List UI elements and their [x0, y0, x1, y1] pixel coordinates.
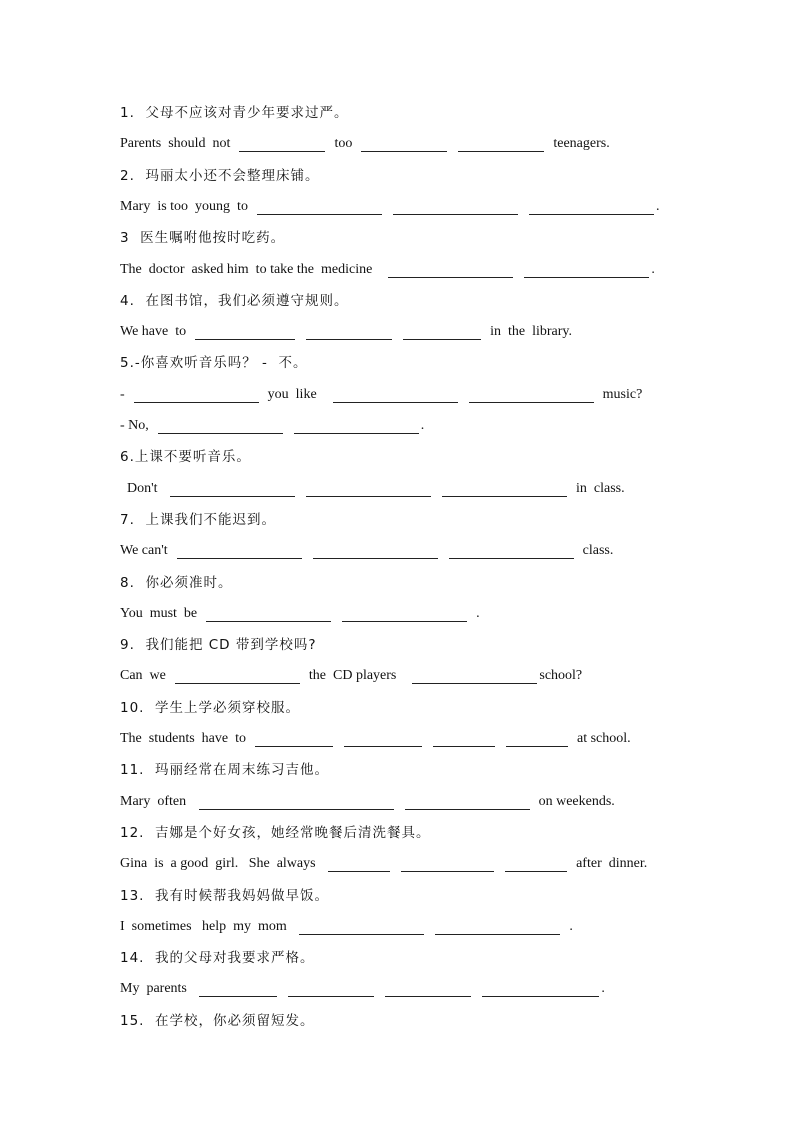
sentence-text: on weekends.: [531, 793, 615, 809]
sentence-text: The doctor asked him to take the medicine: [120, 261, 387, 277]
prompt-text: 13. 我有时候帮我妈妈做早饭。: [120, 887, 330, 904]
prompt-text: 4. 在图书馆，我们必须遵守规则。: [120, 292, 349, 309]
english-sentence: [120, 475, 754, 497]
answer-blank[interactable]: [388, 262, 513, 278]
sentence-text: I sometimes help my mom: [120, 918, 298, 934]
answer-blank[interactable]: [288, 981, 374, 997]
sentence-text: [285, 418, 292, 434]
chinese-prompt: [120, 631, 754, 653]
sentence-text: class.: [575, 543, 614, 559]
sentence-text: [497, 731, 504, 747]
sentence-text: Parents should not: [120, 136, 238, 152]
sentence-text: [392, 856, 399, 872]
chinese-prompt: [120, 224, 754, 246]
answer-blank[interactable]: [170, 481, 295, 497]
answer-blank[interactable]: [529, 199, 654, 215]
sentence-text: [473, 981, 480, 997]
answer-blank[interactable]: [195, 324, 295, 340]
answer-blank[interactable]: [313, 543, 438, 559]
chinese-prompt: [120, 756, 754, 778]
sentence-text: [515, 262, 522, 278]
sentence-text: Mary often: [120, 793, 197, 809]
answer-blank[interactable]: [294, 418, 419, 434]
sentence-text: [333, 606, 340, 622]
answer-blank[interactable]: [306, 481, 431, 497]
sentence-text: .: [562, 918, 573, 934]
answer-blank[interactable]: [255, 731, 333, 747]
prompt-text: 1. 父母不应该对青少年要求过严。: [120, 105, 349, 121]
chinese-prompt: [120, 569, 754, 591]
answer-blank[interactable]: [199, 794, 394, 810]
sentence-text: too: [327, 136, 360, 152]
prompt-text: 3 医生嘱咐他按时吃药。: [120, 230, 286, 247]
answer-blank[interactable]: [134, 387, 259, 403]
answer-blank[interactable]: [433, 731, 495, 747]
prompt-text: 2. 玛丽太小还不会整理床铺。: [120, 167, 320, 184]
english-sentence: [120, 381, 754, 403]
english-sentence: [120, 913, 754, 935]
answer-blank[interactable]: [412, 668, 537, 684]
chinese-prompt: [120, 99, 754, 121]
sentence-text: [460, 387, 467, 403]
sentence-text: [279, 981, 286, 997]
english-sentence: [120, 975, 754, 997]
chinese-prompt: [120, 506, 754, 528]
sentence-text: [433, 481, 440, 497]
answer-blank[interactable]: [449, 543, 574, 559]
answer-blank[interactable]: [158, 418, 283, 434]
sentence-text: teenagers.: [546, 136, 610, 152]
sentence-text: .: [469, 605, 480, 621]
english-sentence: [120, 788, 754, 810]
answer-blank[interactable]: [458, 136, 544, 152]
sentence-text: school?: [539, 668, 583, 684]
prompt-text: 11. 玛丽经常在周末练习吉他。: [120, 762, 330, 779]
answer-blank[interactable]: [344, 731, 422, 747]
chinese-prompt: [120, 882, 754, 904]
sentence-text: the CD players: [301, 668, 411, 684]
sentence-text: in the library.: [483, 324, 573, 340]
sentence-text: in class.: [569, 480, 625, 496]
english-sentence: [120, 537, 754, 559]
answer-blank[interactable]: [177, 543, 302, 559]
sentence-text: [376, 981, 383, 997]
chinese-prompt: [120, 162, 754, 184]
sentence-text: You must be: [120, 605, 205, 621]
answer-blank[interactable]: [403, 324, 481, 340]
sentence-text: Gina is a good girl. She always: [120, 856, 327, 872]
answer-blank[interactable]: [306, 324, 392, 340]
answer-blank[interactable]: [257, 199, 382, 215]
answer-blank[interactable]: [328, 856, 390, 872]
answer-blank[interactable]: [506, 731, 568, 747]
sentence-text: [394, 324, 401, 340]
answer-blank[interactable]: [239, 136, 325, 152]
prompt-text: 9. 我们能把 CD 带到学校吗?: [120, 637, 317, 654]
chinese-prompt: [120, 819, 754, 841]
sentence-text: - No,: [120, 418, 156, 433]
sentence-text: [496, 856, 503, 872]
sentence-text: .: [601, 981, 605, 997]
prompt-text: 7. 上课我们不能迟到。: [120, 511, 276, 528]
english-sentence: [120, 850, 754, 872]
sentence-text: Don't: [120, 480, 169, 496]
prompt-text: 8. 你必须准时。: [120, 574, 233, 591]
answer-blank[interactable]: [435, 919, 560, 935]
answer-blank[interactable]: [482, 981, 599, 997]
chinese-prompt: [120, 694, 754, 716]
answer-blank[interactable]: [505, 856, 567, 872]
sentence-text: at school.: [569, 731, 631, 746]
sentence-text: you like: [260, 386, 331, 402]
answer-blank[interactable]: [469, 387, 594, 403]
answer-blank[interactable]: [199, 981, 277, 997]
english-sentence: [120, 193, 754, 215]
prompt-text: 14. 我的父母对我要求严格。: [120, 950, 315, 967]
sentence-text: Mary is too young to: [120, 198, 255, 214]
sentence-text: after dinner.: [569, 856, 648, 872]
answer-blank[interactable]: [393, 199, 518, 215]
sentence-text: The students have to: [120, 731, 253, 746]
chinese-prompt: [120, 1007, 754, 1029]
answer-blank[interactable]: [175, 668, 300, 684]
chinese-prompt: [120, 443, 754, 465]
sentence-text: .: [651, 261, 655, 277]
answer-blank[interactable]: [405, 794, 530, 810]
sentence-text: [396, 794, 403, 810]
answer-blank[interactable]: [385, 981, 471, 997]
answer-blank[interactable]: [333, 387, 458, 403]
prompt-text: 5.-你喜欢听音乐吗？ - 不。: [120, 355, 308, 372]
sentence-text: [384, 199, 391, 215]
sentence-text: music?: [595, 386, 643, 402]
sentence-text: [440, 543, 447, 559]
sentence-text: -: [120, 386, 132, 402]
answer-blank[interactable]: [342, 606, 467, 622]
sentence-text: .: [655, 198, 660, 214]
english-sentence: [120, 600, 754, 622]
english-sentence: [120, 662, 754, 684]
sentence-text: [304, 543, 311, 559]
sentence-text: My parents: [120, 981, 198, 997]
sentence-text: [424, 731, 431, 747]
sentence-text: [335, 731, 342, 747]
answer-blank[interactable]: [206, 606, 331, 622]
sentence-text: .: [420, 418, 425, 433]
chinese-prompt: [120, 349, 754, 371]
english-sentence: [120, 318, 754, 340]
answer-blank[interactable]: [361, 136, 447, 152]
chinese-prompt: [120, 944, 754, 966]
chinese-prompt: [120, 287, 754, 309]
sentence-text: [449, 136, 456, 152]
english-sentence: [120, 130, 754, 152]
prompt-text: 6.上课不要听音乐。: [120, 449, 251, 466]
sentence-text: We have to: [120, 324, 194, 340]
sentence-text: [426, 919, 433, 935]
sentence-text: [520, 199, 527, 215]
sentence-text: We can't: [120, 543, 175, 559]
answer-blank[interactable]: [524, 262, 649, 278]
prompt-text: 10. 学生上学必须穿校服。: [120, 699, 301, 716]
sentence-text: Can we: [120, 668, 173, 684]
english-sentence: [120, 412, 754, 434]
answer-blank[interactable]: [299, 919, 424, 935]
answer-blank[interactable]: [442, 481, 567, 497]
english-sentence: [120, 725, 754, 747]
sentence-text: [297, 324, 304, 340]
sentence-text: [297, 481, 304, 497]
prompt-text: 15. 在学校，你必须留短发。: [120, 1012, 315, 1029]
prompt-text: 12. 吉娜是个好女孩，她经常晚餐后清洗餐具。: [120, 824, 431, 841]
english-sentence: [120, 256, 754, 278]
answer-blank[interactable]: [401, 856, 494, 872]
